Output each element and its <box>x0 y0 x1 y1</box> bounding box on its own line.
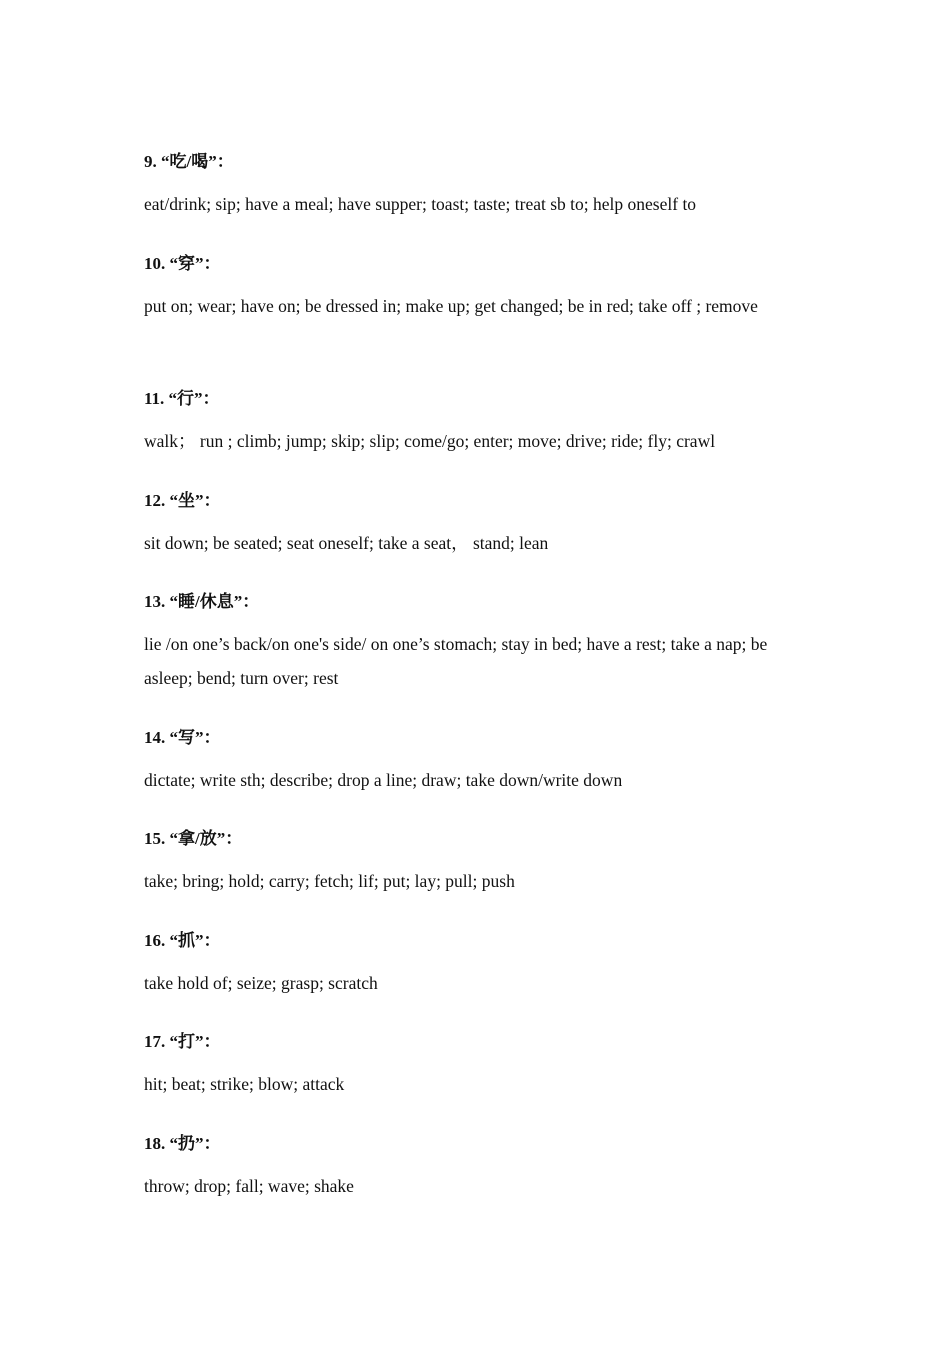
section-heading: 12. “坐”： <box>144 490 221 510</box>
section-text: put on; wear; have on; be dressed in; make up; get changed; be in red; take off ; remove <box>144 295 758 316</box>
section-hit <box>144 1030 814 1132</box>
section-heading: 16. “抓”： <box>144 930 221 950</box>
section-text: throw; drop; fall; wave; shake <box>144 1175 354 1196</box>
section-heading: 11. “行”： <box>144 389 220 408</box>
section-heading: 15. “拿/放”： <box>144 829 243 848</box>
vocabulary-list <box>144 150 814 1233</box>
section-heading: 10. “穿”： <box>144 253 221 273</box>
section-walk <box>144 387 814 489</box>
section-heading: 9. “吃/喝”： <box>144 152 234 171</box>
section-text: hit; beat; strike; blow; attack <box>144 1074 345 1094</box>
section-eat-drink <box>144 150 814 252</box>
section-heading: 18. “扔”： <box>144 1133 221 1153</box>
section-text: dictate; write sth; describe; drop a line; draw; take down/write down <box>144 769 623 790</box>
section-grab <box>144 929 814 1031</box>
section-write <box>144 726 814 828</box>
section-sleep-rest <box>144 590 814 726</box>
section-text: eat/drink; sip; have a meal; have supper; toast; taste; treat sb to; help oneself to <box>144 194 697 214</box>
section-text: walk； run ; climb; jump; skip; slip; come/go; enter; move; drive; ride; fly; crawl <box>144 431 716 451</box>
section-heading: 17. “打”： <box>144 1032 221 1051</box>
section-text: take hold of; seize; grasp; scratch <box>144 972 378 993</box>
section-text: sit down; be seated; seat oneself; take a seat， stand; lean <box>144 532 549 553</box>
section-take-put <box>144 827 814 929</box>
section-text: take; bring; hold; carry; fetch; lif; put; lay; pull; push <box>144 871 515 891</box>
section-text: lie /on one’s back/on one's side/ on one’s stomach; stay in bed; have a rest; take a nap; be asleep; bend; turn over; rest <box>144 634 768 688</box>
section-throw <box>144 1132 814 1234</box>
section-heading: 14. “写”： <box>144 727 221 747</box>
section-sit <box>144 489 814 591</box>
section-wear <box>144 252 814 388</box>
section-heading: 13. “睡/休息”： <box>144 592 260 611</box>
